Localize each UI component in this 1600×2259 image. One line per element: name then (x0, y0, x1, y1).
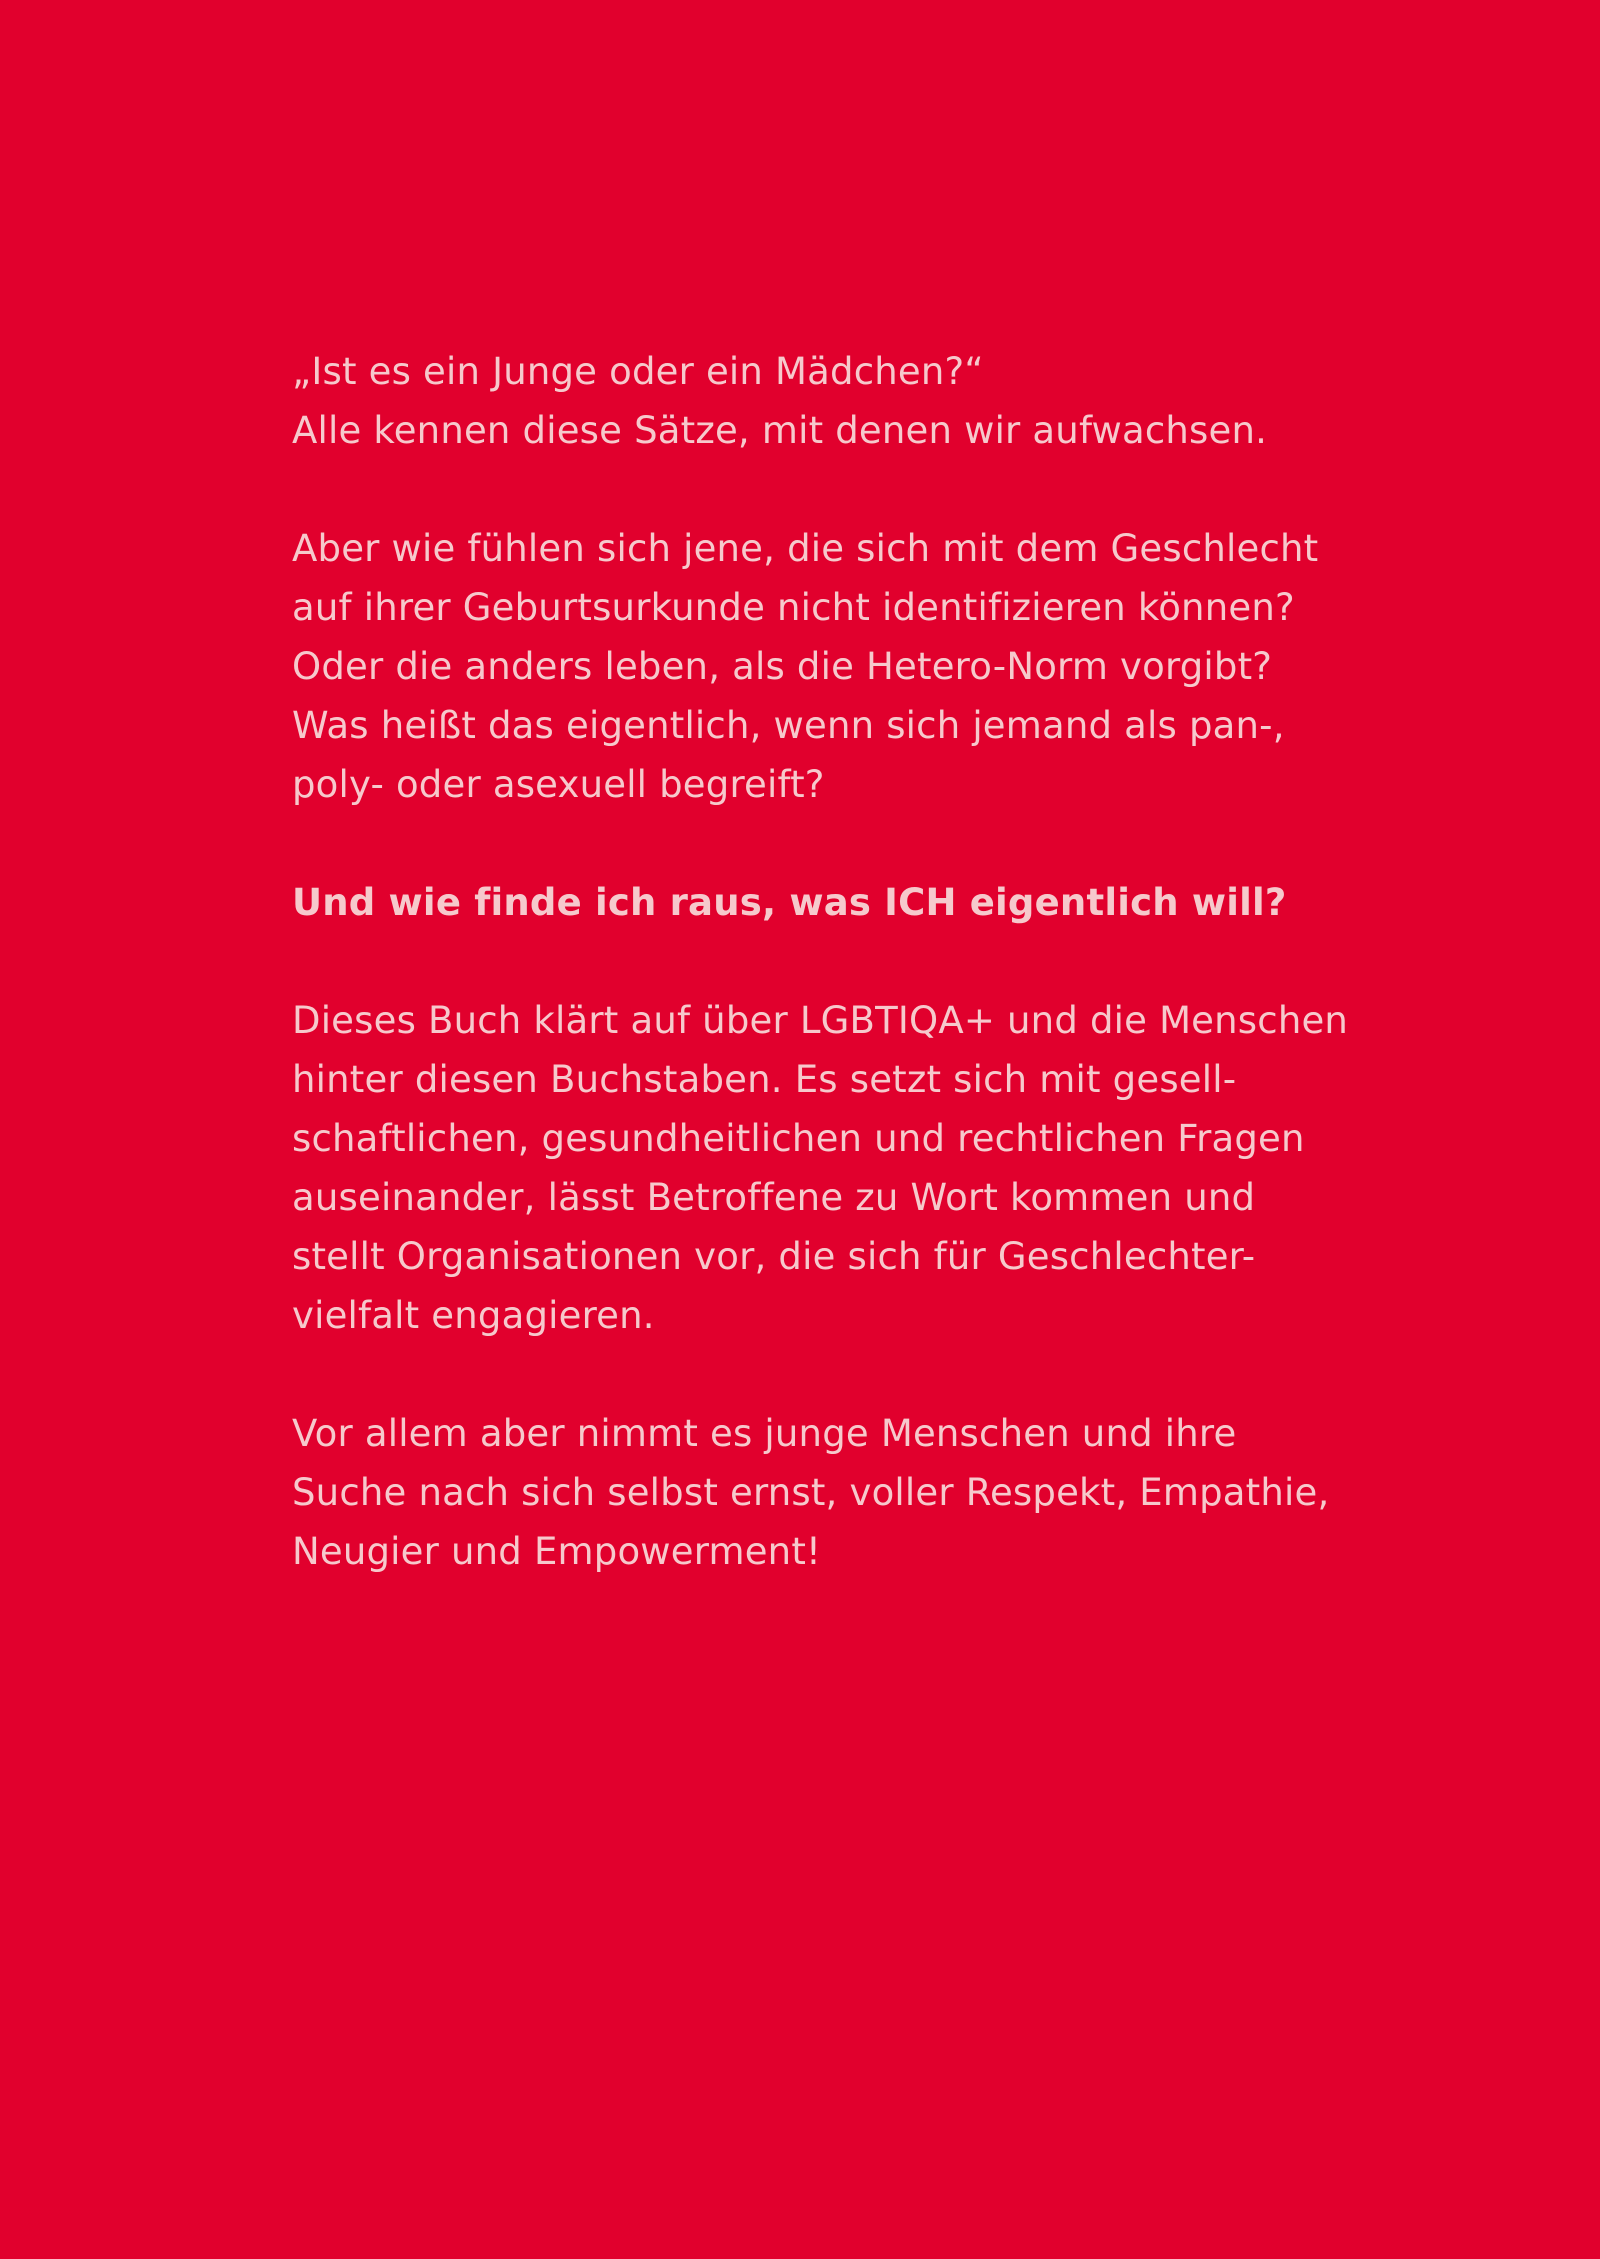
blurb-line-bold: Und wie finde ich raus, was ICH eigentlich will? (292, 881, 1287, 924)
blurb-line: Was heißt das eigentlich, wenn sich jemand als pan-, (292, 704, 1285, 747)
blurb-line: stellt Organisationen vor, die sich für Geschlechter- (292, 1235, 1256, 1278)
paragraph-bold-question (292, 873, 1422, 932)
paragraph-questions (292, 519, 1422, 814)
paragraph-book-description (292, 991, 1422, 1345)
paragraph-intro-question (292, 342, 1422, 460)
blurb-line: „Ist es ein Junge oder ein Mädchen?“ (292, 350, 984, 393)
blurb-line: schaftlichen, gesundheitlichen und rechtlichen Fragen (292, 1117, 1305, 1160)
blurb-line: Oder die anders leben, als die Hetero-Norm vorgibt? (292, 645, 1273, 688)
paragraph-closing (292, 1404, 1422, 1581)
blurb-line: Vor allem aber nimmt es junge Menschen und ihre (292, 1412, 1237, 1455)
blurb-line: auseinander, lässt Betroffene zu Wort kommen und (292, 1176, 1256, 1219)
blurb-line: hinter diesen Buchstaben. Es setzt sich mit gesell- (292, 1058, 1237, 1101)
blurb-line: vielfalt engagieren. (292, 1294, 655, 1337)
blurb-line: Alle kennen diese Sätze, mit denen wir aufwachsen. (292, 409, 1268, 452)
blurb-line: Aber wie fühlen sich jene, die sich mit dem Geschlecht (292, 527, 1319, 570)
blurb-text-block (292, 342, 1422, 1640)
blurb-line: poly- oder asexuell begreift? (292, 763, 825, 806)
blurb-line: Neugier und Empowerment! (292, 1530, 822, 1573)
blurb-line: Dieses Buch klärt auf über LGBTIQA+ und die Menschen (292, 999, 1349, 1042)
blurb-line: auf ihrer Geburtsurkunde nicht identifizieren können? (292, 586, 1295, 629)
blurb-line: Suche nach sich selbst ernst, voller Respekt, Empathie, (292, 1471, 1330, 1514)
